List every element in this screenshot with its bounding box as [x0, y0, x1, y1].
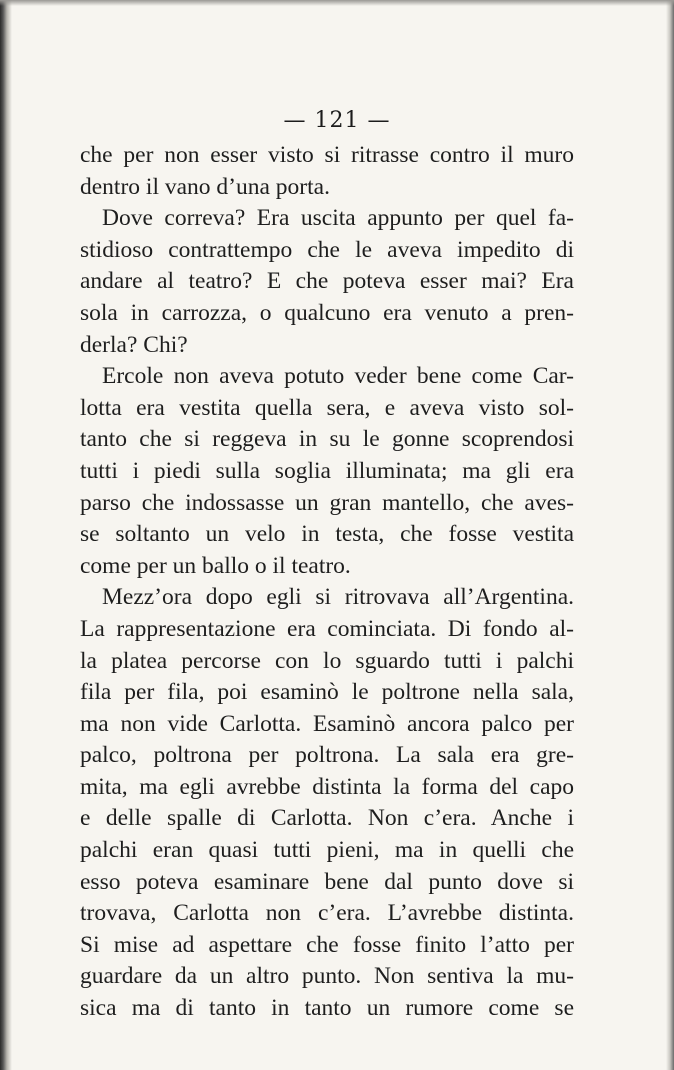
- text-line: derla? Chi?: [80, 331, 188, 358]
- text-line: andare al teatro? E che poteva esser mai? Era: [80, 268, 574, 295]
- text-line: La rappresentazione era cominciata. Di fondo al-: [80, 615, 574, 642]
- page-edge-shadow: [666, 0, 674, 1070]
- text-line: sola in carrozza, o qualcuno era venuto a pren-: [80, 299, 574, 326]
- text-line: fila per fila, poi esaminò le poltrone nella sala,: [80, 679, 574, 706]
- text-line: come per un ballo o il teatro.: [80, 552, 351, 579]
- page-top-shadow: [0, 0, 674, 6]
- text-line: e delle spalle di Carlotta. Non c’era. Anche i: [80, 805, 574, 832]
- text-line: Ercole non aveva potuto veder bene come Car-: [102, 363, 574, 390]
- text-line: guardare da un altro punto. Non sentiva la mu-: [80, 963, 574, 990]
- text-line: lotta era vestita quella sera, e aveva visto sol-: [80, 394, 574, 421]
- text-line: palchi eran quasi tutti pieni, ma in quelli che: [80, 837, 574, 864]
- text-line: tanto che si reggeva in su le gonne scoprendosi: [80, 426, 574, 453]
- text-line: Si mise ad aspettare che fosse finito l’atto per: [80, 931, 574, 958]
- text-line: dentro il vano d’una porta.: [80, 173, 330, 200]
- body-text: [80, 140, 574, 1025]
- text-line: palco, poltrona per poltrona. La sala era gre-: [80, 742, 574, 769]
- text-line: esso poteva esaminare bene dal punto dove si: [80, 868, 574, 895]
- text-line: mita, ma egli avrebbe distinta la forma del capo: [80, 773, 574, 800]
- text-line: parso che indossasse un gran mantello, che aves-: [80, 489, 574, 516]
- text-line: trovava, Carlotta non c’era. L’avrebbe distinta.: [80, 900, 574, 927]
- text-line: se soltanto un velo in testa, che fosse vestita: [80, 521, 574, 548]
- text-line: che per non esser visto si ritrasse contro il muro: [80, 142, 574, 168]
- text-line: stidioso contrattempo che le aveva impedito di: [80, 236, 574, 263]
- page-binding-shadow: [0, 0, 12, 1070]
- text-line: Mezz’ora dopo egli si ritrovava all’Argentina.: [102, 584, 574, 611]
- page-number: — 121 —: [283, 108, 391, 133]
- text-line: tutti i piedi sulla soglia illuminata; ma gli era: [80, 457, 574, 484]
- text-line: sica ma di tanto in tanto un rumore come se: [80, 995, 574, 1022]
- text-line: la platea percorse con lo sguardo tutti i palchi: [80, 647, 574, 674]
- text-line: Dove correva? Era uscita appunto per quel fa-: [102, 205, 574, 232]
- text-line: ma non vide Carlotta. Esaminò ancora palco per: [80, 710, 574, 737]
